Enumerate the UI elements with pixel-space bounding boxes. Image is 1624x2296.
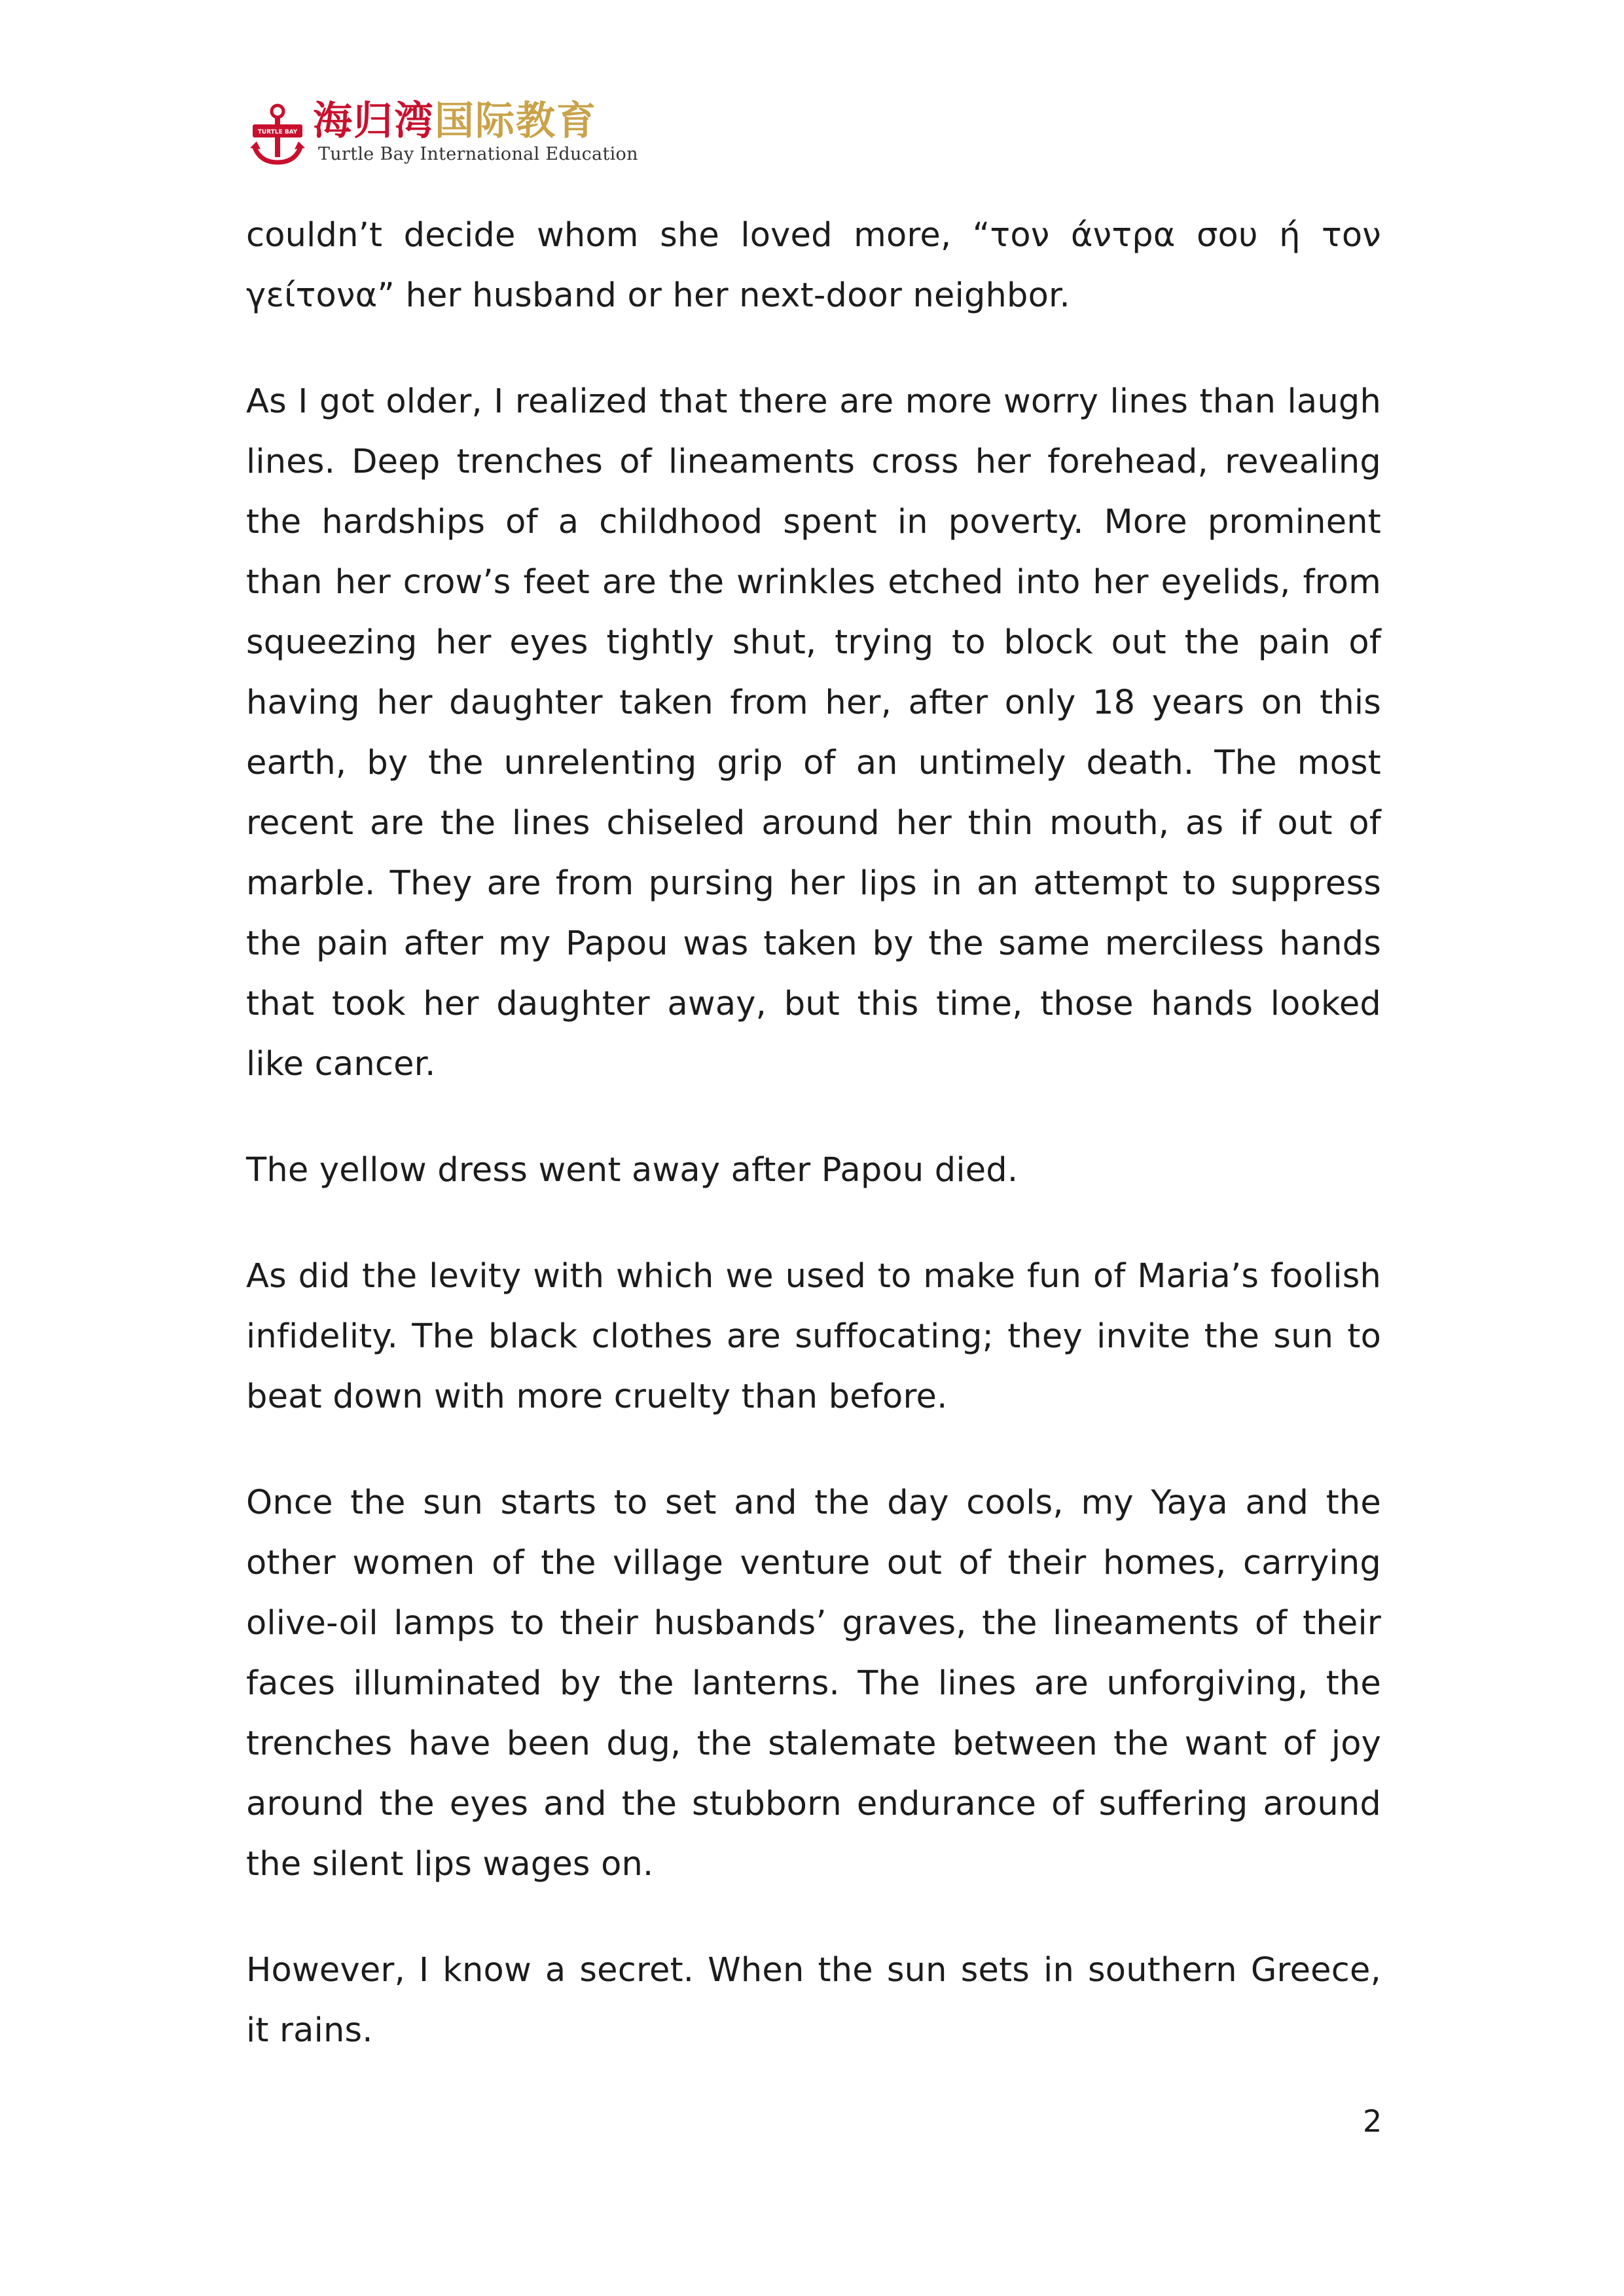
logo-badge-text: TURTLE BAY — [257, 129, 298, 136]
page-number: 2 — [1363, 2104, 1382, 2139]
paragraph: couldn’t decide whom she loved more, “τον άντρα σου ή τον γείτονα” her husband or her next-door neighbor. — [246, 216, 1381, 315]
paragraph: As did the levity with which we used to make fun of Maria’s foolish infidelity. The black clothes are suffocating; they invite the sun to beat down with more cruelty than before. — [246, 1257, 1381, 1416]
paragraph: As I got older, I realized that there are more worry lines than laugh lines. Deep trenches of lineaments cross her forehead, revealing the hardships of a childhood spent in poverty. More prominent than her crow’s feet are the wrinkles etched into her eyelids, from squeezing her eyes tightly shut, trying to block out the pain of having her daughter taken from her, after only 18 years on this earth, by the unrelenting grip of an untimely death. The most recent are the lines chiseled around her thin mouth, as if out of marble. They are from pursing her lips in an attempt to suppress the pain after my Papou was taken by the same merciless hands that took her daughter away, but this time, those hands looked like cancer. — [246, 382, 1381, 1084]
logo-english-name: Turtle Bay International Education — [318, 144, 638, 164]
header-logo — [247, 98, 638, 170]
logo-chinese-gold: 国际教育 — [435, 98, 597, 144]
paragraph: Once the sun starts to set and the day cools, my Yaya and the other women of the village venture out of their homes, carrying olive-oil lamps to their husbands’ graves, the lineaments of their faces illuminated by the lanterns. The lines are unforgiving, the trenches have been dug, the stalemate between the want of joy around the eyes and the stubborn endurance of suffering around the silent lips wages on. — [246, 1484, 1381, 1884]
document-body — [246, 206, 1381, 2107]
paragraph: However, I know a secret. When the sun sets in southern Greece, it rains. — [246, 1951, 1381, 2050]
logo-chinese-name — [313, 98, 597, 144]
logo-chinese-red: 海归湾 — [313, 98, 435, 144]
paragraph: The yellow dress went away after Papou died. — [246, 1151, 1019, 1190]
anchor-icon — [247, 102, 308, 168]
